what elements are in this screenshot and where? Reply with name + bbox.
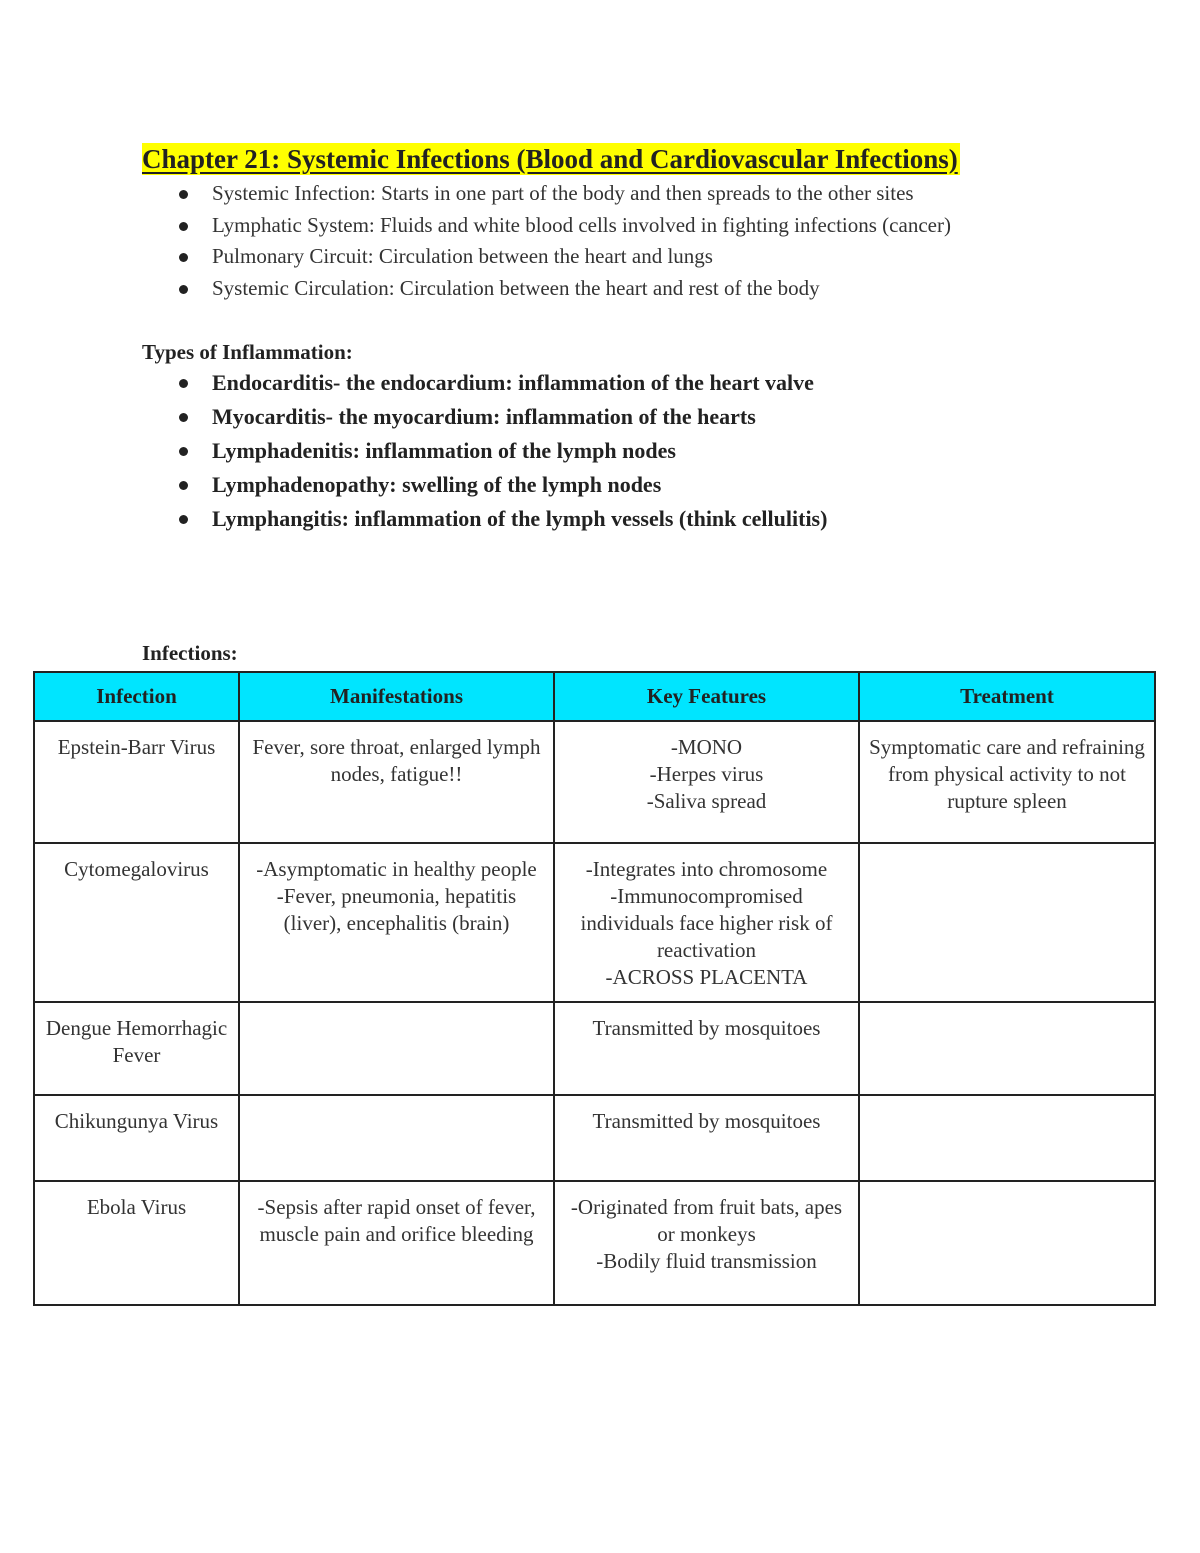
list-item [142, 241, 1142, 273]
cell-treatment [859, 843, 1155, 1002]
bullet-icon [179, 413, 188, 422]
list-item [142, 434, 1142, 468]
table-row [34, 721, 1155, 843]
list-item [142, 400, 1142, 434]
cell-infection [34, 721, 239, 843]
list-item [142, 468, 1142, 502]
list-item-text: Lymphangitis: inflammation of the lymph vessels (think cellulitis) [212, 506, 828, 531]
cell-infection [34, 843, 239, 1002]
cell-infection [34, 1002, 239, 1095]
cell-key-features [554, 721, 859, 843]
table-header-row [34, 672, 1155, 721]
cell-text: -Fever, pneumonia, hepatitis (liver), encephalitis (brain) [276, 884, 517, 935]
cell-text: -Immunocompromised individuals face higher risk of reactivation [580, 884, 833, 962]
page-title: Chapter 21: Systemic Infections (Blood and Cardiovascular Infections) [142, 144, 958, 174]
cell-manifestations [239, 843, 554, 1002]
cell-text: -ACROSS PLACENTA [605, 965, 808, 989]
cell-text: Chikungunya Virus [54, 1109, 219, 1133]
cell-text: Cytomegalovirus [64, 857, 209, 881]
bullet-icon [179, 481, 188, 490]
list-item-text: Systemic Infection: Starts in one part of the body and then spreads to the other sites [212, 181, 914, 205]
table-row [34, 1002, 1155, 1095]
list-item [142, 502, 1142, 536]
cell-treatment [859, 1181, 1155, 1305]
bullet-icon [179, 222, 188, 231]
cell-text: Epstein-Barr Virus [57, 735, 216, 759]
list-item-text: Pulmonary Circuit: Circulation between the heart and lungs [212, 244, 713, 268]
list-item [142, 273, 1142, 305]
cell-treatment [859, 721, 1155, 843]
cell-text: -Bodily fluid transmission [596, 1249, 817, 1273]
list-item-text: Systemic Circulation: Circulation between the heart and rest of the body [212, 275, 820, 300]
types-heading: Types of Inflammation: [142, 340, 353, 364]
list-item-text: Lymphatic System: Fluids and white blood cells involved in fighting infections (cancer) [212, 212, 951, 237]
list-item [142, 366, 1142, 400]
cell-infection [34, 1095, 239, 1181]
bullet-icon [179, 447, 188, 456]
cell-manifestations [239, 721, 554, 843]
intro-list [142, 178, 1142, 304]
cell-key-features [554, 1095, 859, 1181]
list-item-text: Lymphadenitis: inflammation of the lymph nodes [212, 438, 676, 463]
list-item-text: Lymphadenopathy: swelling of the lymph nodes [212, 472, 662, 497]
list-item [142, 210, 1142, 242]
column-header-key-features: Key Features [554, 672, 859, 721]
cell-text: Ebola Virus [86, 1195, 187, 1219]
infections-heading: Infections: [142, 641, 238, 665]
table-body [34, 721, 1155, 1305]
cell-text: -Herpes virus [649, 762, 764, 786]
column-header-treatment: Treatment [859, 672, 1155, 721]
cell-treatment [859, 1095, 1155, 1181]
cell-key-features [554, 843, 859, 1002]
infections-table [33, 671, 1156, 1306]
column-header-manifestations: Manifestations [239, 672, 554, 721]
cell-treatment [859, 1002, 1155, 1095]
table-row [34, 1181, 1155, 1305]
cell-text: Transmitted by mosquitoes [592, 1016, 821, 1040]
cell-manifestations [239, 1181, 554, 1305]
cell-manifestations [239, 1095, 554, 1181]
cell-text: Transmitted by mosquitoes [592, 1109, 821, 1133]
list-item-text: Myocarditis- the myocardium: inflammation of the hearts [212, 404, 756, 429]
column-header-infection: Infection [34, 672, 239, 721]
bullet-icon [179, 379, 188, 388]
cell-text: Dengue Hemorrhagic Fever [45, 1016, 228, 1067]
cell-key-features [554, 1181, 859, 1305]
bullet-icon [179, 253, 188, 262]
cell-text: Fever, sore throat, enlarged lymph nodes, fatigue!! [252, 735, 541, 786]
cell-manifestations [239, 1002, 554, 1095]
table-row [34, 1095, 1155, 1181]
cell-key-features [554, 1002, 859, 1095]
cell-text: -MONO [670, 735, 743, 759]
list-item-text: Endocarditis- the endocardium: inflammation of the heart valve [212, 370, 814, 395]
bullet-icon [179, 515, 188, 524]
cell-text: -Saliva spread [646, 789, 767, 813]
cell-text: -Originated from fruit bats, apes or monkeys [570, 1195, 843, 1246]
bullet-icon [179, 285, 188, 294]
table-row [34, 843, 1155, 1002]
inflammation-types-list [142, 366, 1142, 536]
cell-text: -Integrates into chromosome [585, 857, 828, 881]
cell-text: -Sepsis after rapid onset of fever, muscle pain and orifice bleeding [257, 1195, 536, 1246]
cell-text: -Asymptomatic in healthy people [256, 857, 537, 881]
cell-text: Symptomatic care and refraining from physical activity to not rupture spleen [869, 735, 1145, 813]
bullet-icon [179, 190, 188, 199]
list-item [142, 178, 1142, 210]
cell-infection [34, 1181, 239, 1305]
